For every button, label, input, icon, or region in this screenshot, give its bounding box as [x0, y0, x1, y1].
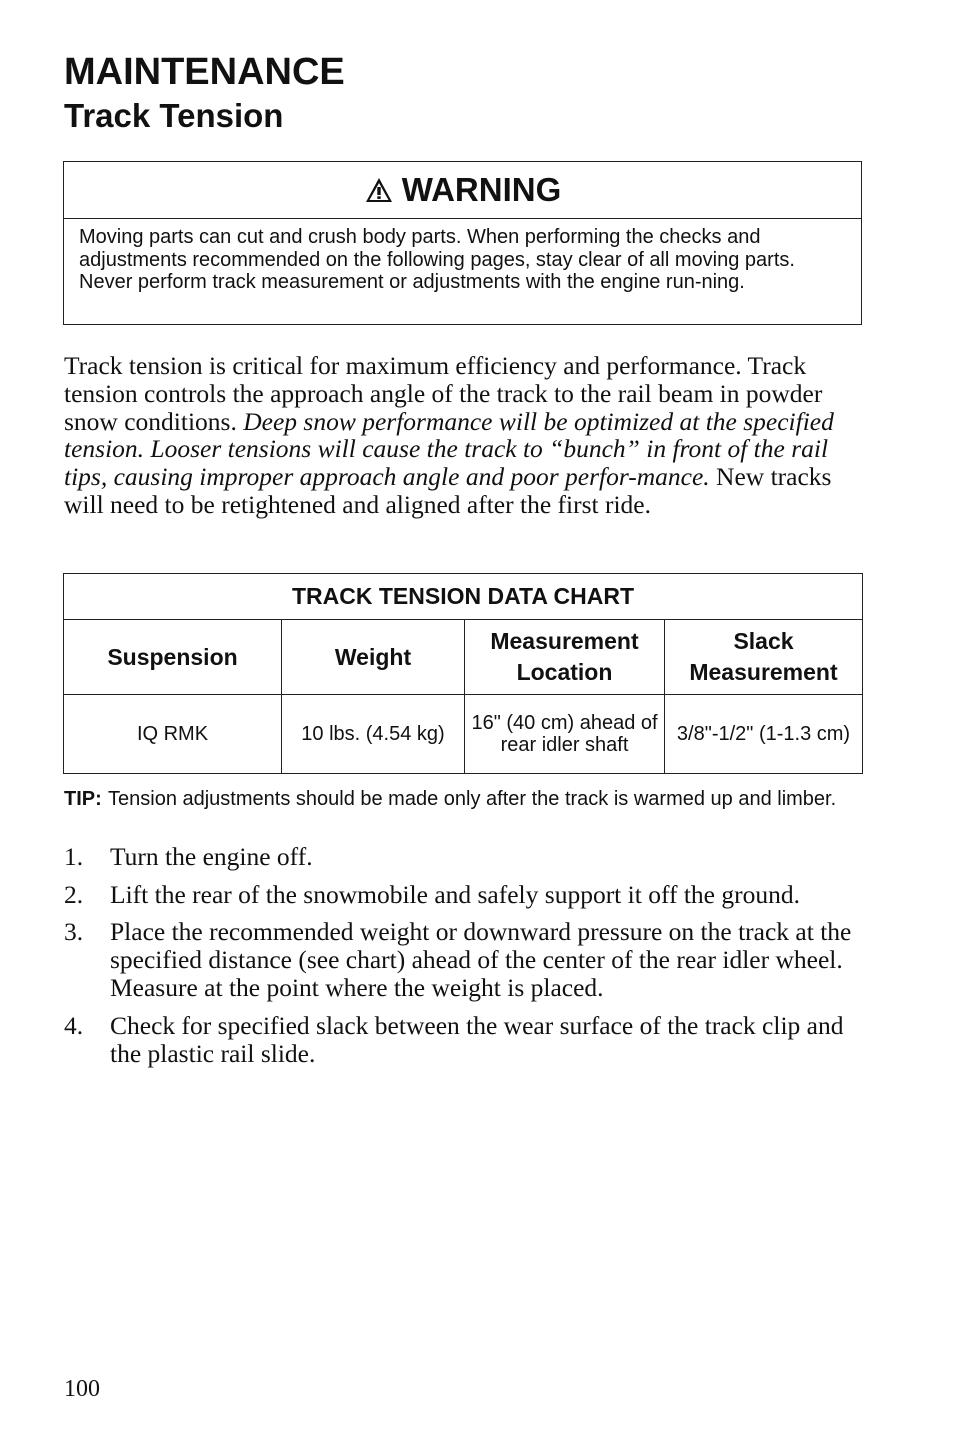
warning-text: Moving parts can cut and crush body parts. When performing the checks and adjustments recommended on the following pages, stay clear of all moving parts. Never perform track measurement or adjustments with the engine run-ning.	[79, 226, 795, 293]
warning-title: WARNING	[401, 171, 562, 208]
subsection-title: Track Tension	[64, 97, 284, 134]
step-number: 4.	[64, 1010, 84, 1040]
section-title: MAINTENANCE	[64, 51, 345, 93]
warning-box	[63, 161, 862, 325]
intro-italic: Deep snow performance will be optimized at the specified tension. Looser tensions will cause the track to “bunch” in front of the rail tips, causing improper approach angle and poor perfor-mance.	[64, 406, 834, 492]
header-slack-measurement: Slack Measurement	[665, 620, 863, 695]
tip-note	[64, 788, 864, 811]
step-text: Lift the rear of the snowmobile and safely support it off the ground.	[110, 879, 800, 909]
track-tension-chart	[63, 573, 863, 774]
tip-label: TIP:	[64, 788, 102, 810]
header-suspension: Suspension	[64, 620, 282, 695]
cell-suspension: IQ RMK	[64, 695, 282, 774]
procedure-steps	[64, 843, 864, 1077]
page-number: 100	[64, 1376, 100, 1402]
table-row	[64, 695, 863, 774]
intro-text-2: New tracks will need to be retightened and aligned after the first ride.	[64, 462, 832, 519]
list-item	[64, 1012, 864, 1068]
chart-header-row	[64, 620, 863, 695]
step-number: 3.	[64, 917, 84, 946]
cell-slack-measurement: 3/8"-1/2" (1-1.3 cm)	[665, 695, 863, 774]
warning-triangle-icon	[364, 176, 394, 204]
cell-weight: 10 lbs. (4.54 kg)	[282, 695, 465, 774]
intro-text-1: Track tension is critical for maximum efficiency and performance. Track tension controls the approach angle of the track to the rail beam in powder snow conditions.	[64, 351, 823, 436]
warning-header	[64, 162, 861, 219]
list-item	[64, 881, 864, 909]
chart-title: TRACK TENSION DATA CHART	[64, 574, 863, 620]
list-item	[64, 843, 864, 871]
step-number: 1.	[64, 842, 84, 871]
list-item	[64, 918, 864, 1002]
header-measurement-location: Measurement Location	[465, 620, 665, 695]
step-text: Check for specified slack between the wear surface of the track clip and the plastic rail slide.	[110, 1010, 844, 1068]
step-text: Place the recommended weight or downward pressure on the track at the specified distance (see chart) ahead of the center of the rear idler wheel. Measure at the point where the weight is placed.	[110, 917, 852, 1002]
intro-paragraph	[64, 352, 864, 519]
header-weight: Weight	[282, 620, 465, 695]
cell-measurement-location: 16" (40 cm) ahead of rear idler shaft	[465, 695, 665, 774]
step-text: Turn the engine off.	[110, 842, 313, 871]
step-number: 2.	[64, 879, 84, 909]
tip-text: Tension adjustments should be made only after the track is warmed up and limber.	[108, 788, 837, 810]
